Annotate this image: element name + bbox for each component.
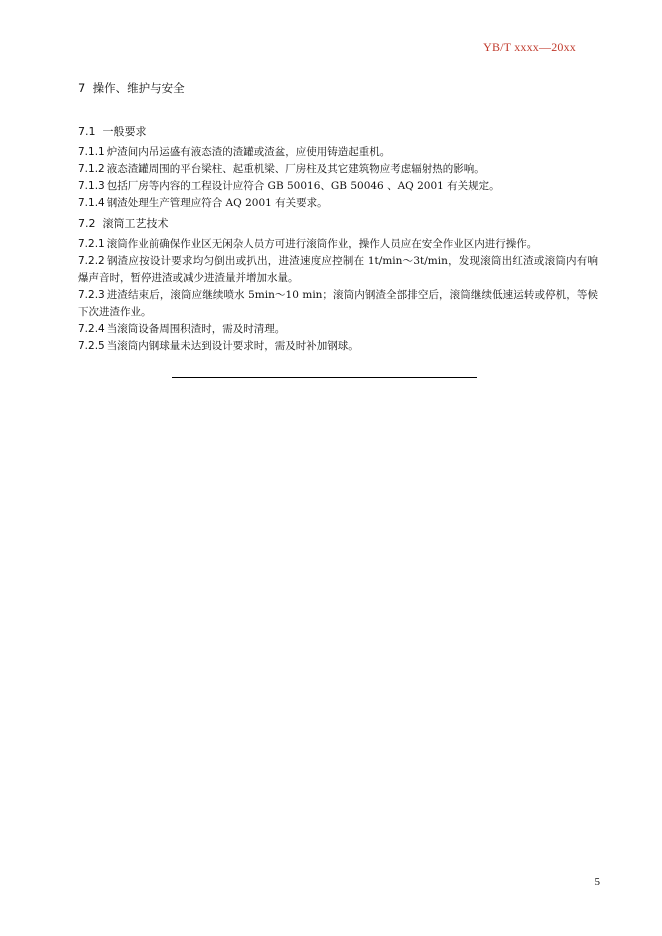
clause-number: 7.1.4	[78, 197, 105, 209]
end-of-document-rule	[172, 377, 477, 378]
subsection-number: 7.2	[78, 217, 96, 230]
clause-7-2-4	[78, 321, 598, 338]
clause-text: 包括厂房等内容的工程设计应符合 GB 50016、GB 50046 、AQ 2001 有关规定。	[106, 180, 500, 192]
clause-number: 7.2.1	[78, 238, 105, 250]
clause-text: 进渣结束后，滚筒应继续喷水 5min～10 min；滚筒内钢渣全部排空后，滚筒继续低速运转或停机，等候下次进渣作业。	[78, 289, 598, 318]
clause-number: 7.1.3	[78, 180, 105, 192]
document-body	[78, 80, 598, 355]
document-code: YB/T xxxx—20xx	[483, 40, 576, 54]
clause-text: 液态渣罐周围的平台梁柱、起重机梁、厂房柱及其它建筑物应考虑辐射热的影响。	[106, 163, 485, 175]
clause-text: 钢渣处理生产管理应符合 AQ 2001 有关要求。	[106, 197, 328, 209]
section-number: 7	[78, 81, 86, 95]
section-title: 操作、维护与安全	[92, 81, 185, 95]
section-heading	[78, 80, 598, 96]
page-number: 5	[594, 876, 600, 888]
subsection-title: 一般要求	[102, 125, 147, 138]
clause-text: 当滚筒设备周围积渣时，需及时清理。	[106, 323, 286, 335]
clause-7-2-2	[78, 253, 598, 287]
clause-7-2-5	[78, 338, 598, 355]
clause-number: 7.2.4	[78, 323, 105, 335]
clause-text: 钢渣应按设计要求均匀倒出或扒出，进渣速度应控制在 1t/min～3t/min，发现滚筒出红渣或滚筒内有响爆声音时，暂停进渣或减少进渣量并增加水量。	[78, 255, 598, 284]
subsection-number: 7.1	[78, 125, 96, 138]
clause-number: 7.2.3	[78, 289, 105, 301]
clause-number: 7.2.5	[78, 340, 105, 352]
clause-7-2-3	[78, 287, 598, 321]
clause-text: 炉渣间内吊运盛有液态渣的渣罐或渣盆，应使用铸造起重机。	[106, 146, 391, 158]
clause-number: 7.2.2	[78, 255, 105, 267]
clause-text: 当滚筒内钢球量未达到设计要求时，需及时补加钢球。	[106, 340, 359, 352]
clause-number: 7.1.1	[78, 146, 105, 158]
subsection-heading-7-1	[78, 123, 598, 140]
clause-7-1-1	[78, 144, 598, 161]
clause-number: 7.1.2	[78, 163, 105, 175]
subsection-heading-7-2	[78, 215, 598, 232]
clause-7-1-3	[78, 178, 598, 195]
clause-7-1-2	[78, 161, 598, 178]
clause-7-2-1	[78, 236, 598, 253]
subsection-title: 滚筒工艺技术	[102, 217, 169, 230]
clause-text: 滚筒作业前确保作业区无闲杂人员方可进行滚筒作业，操作人员应在安全作业区内进行操作。	[106, 238, 538, 250]
clause-7-1-4	[78, 195, 598, 212]
